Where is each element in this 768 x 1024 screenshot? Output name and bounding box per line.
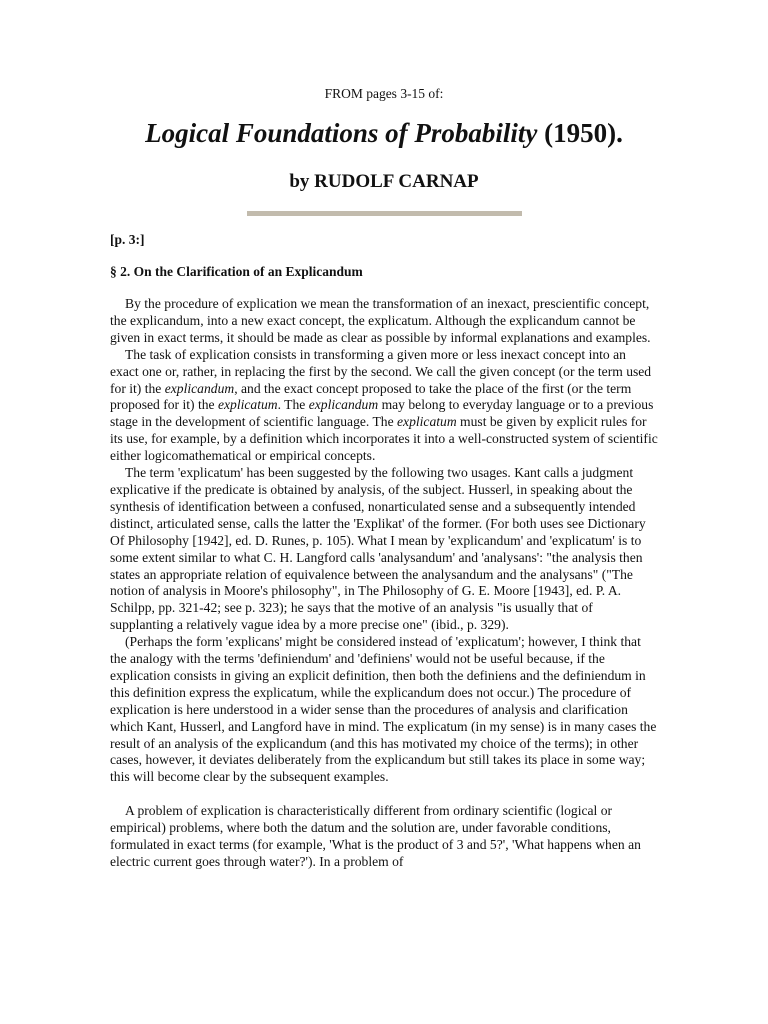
author-byline: by RUDOLF CARNAP <box>289 171 479 192</box>
italic-term: explicandum <box>164 380 235 396</box>
italic-term: explicandum <box>308 397 379 413</box>
book-title-year: (1950). <box>537 118 623 148</box>
section-heading: § 2. On the Clarification of an Explicandum <box>110 264 363 279</box>
paragraph-4: (Perhaps the form 'explicans' might be considered instead of 'explicatum'; however, I think that the analogy with the terms 'definiendum' and 'definiens' would not be useful because, if the explication consists in giving an explicit definition, then both the definiens and the definiendum in this definition express the explicatum, while the explicandum does not occur.) The procedure of explication is here understood in a wider sense than the procedures of analysis and clarification which Kant, Husserl, and Langford have in mind. The explicatum (in my sense) is in many cases the result of an analysis of the explicandum (and this has motivated my choice of the terms); in other cases, however, it deviates deliberately from the explicandum but still takes its place in some way; this will become clear by the subsequent examples. <box>110 634 657 785</box>
page-reference: [p. 3:] <box>110 232 145 247</box>
paragraph-1: By the procedure of explication we mean the transformation of an inexact, prescientific concept, the explicandum, into a new exact concept, the explicatum. Although the explicandum cannot be given in exact terms, it should be made as clear as possible by informal explanations and examples. <box>110 296 651 345</box>
text-run: , and the exact concept proposed to take the place of the first (or the term proposed for it) the <box>110 380 632 413</box>
book-title-italic: Logical Foundations of Probability <box>145 118 538 148</box>
text-run: must be given by explicit rules for its use, for example, by a definition which incorporates it into a well-constructed system of scientific either logicomathematical or empirical concepts. <box>110 414 658 464</box>
text-run: The task of explication consists in transforming a given more or less inexact concept into an exact one or, rather, in replacing the first by the second. We call the given concept (or the term used for it) the <box>110 346 652 396</box>
text-run: may belong to everyday language or to a previous stage in the development of scientific language. The <box>110 397 654 430</box>
italic-term: explicatum <box>397 414 457 430</box>
paragraph-3: The term 'explicatum' has been suggested by the following two usages. Kant calls a judgment explicative if the predicate is obtained by analysis, of the subject. Husserl, in speaking about the synthesis of identification between a confused, nonarticulated sense and a subsequently intended distinct, articulated sense, calls the latter the 'Explikat' of the former. (For both uses see Dictionary Of Philosophy [1942], ed. D. Runes, p. 105). What I mean by 'explicandum' and 'explicatum' is to some extent similar to what C. H. Langford calls 'analysandum' and 'analysans': "the analysis then states an appropriate relation of equivalence between the analysandum and the analysans" ("The notion of analysis in Moore's philosophy", in The Philosophy of G. E. Moore [1943], ed. P. A. Schilpp, pp. 321-42; see p. 323); he says that the motive of an analysis "is usually that of supplanting a relatively vague idea by a more precise one" (ibid., p. 329). <box>110 465 646 633</box>
italic-term: explicatum <box>217 397 278 413</box>
book-title <box>110 118 658 149</box>
source-line: FROM pages 3-15 of: <box>324 86 444 101</box>
horizontal-divider <box>247 211 522 216</box>
body-text <box>110 296 658 871</box>
paragraph-2 <box>110 347 658 465</box>
text-run: . The <box>277 397 309 413</box>
paragraph-5: A problem of explication is characteristically different from ordinary scientific (logical or empirical) problems, where both the datum and the solution are, under favorable conditions, formulated in exact terms (for example, 'What is the product of 3 and 5?', 'What happens when an electric current goes through water?'). In a problem of <box>110 803 641 869</box>
